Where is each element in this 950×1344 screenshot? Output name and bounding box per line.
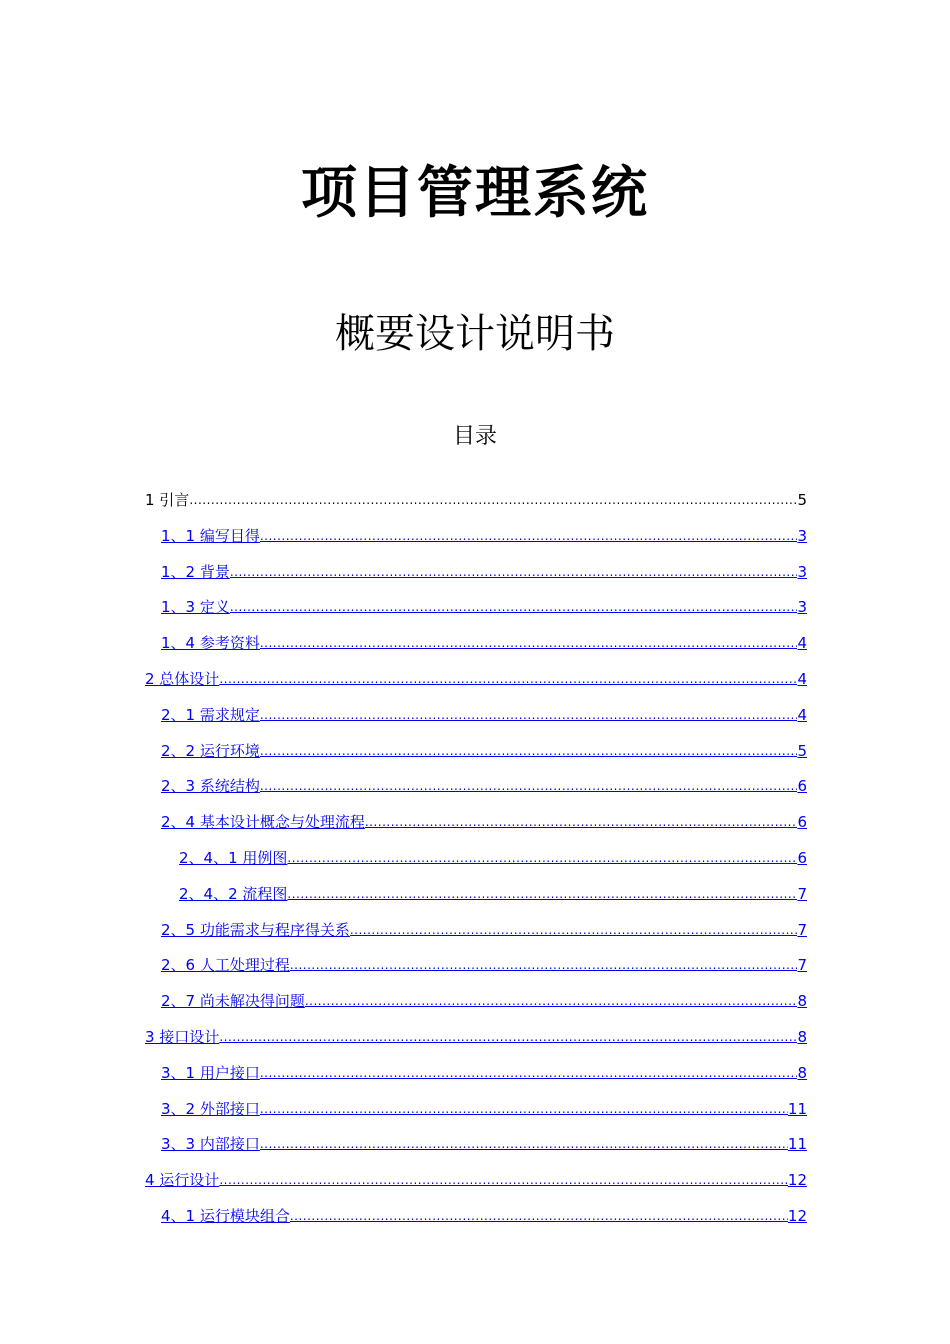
toc-entry-title: 2、4 基本设计概念与处理流程 [161, 813, 365, 832]
toc-entry-page-number: 6 [797, 813, 807, 832]
toc-dot-leader [260, 741, 798, 761]
toc-entry-title: 3 接口设计 [145, 1028, 220, 1046]
document-subtitle: 概要设计说明书 [335, 311, 615, 357]
toc-entry-page-number: 3 [797, 562, 807, 581]
toc-entry[interactable] [161, 593, 807, 617]
toc-entry-title: 2、7 尚未解决得问题 [161, 992, 305, 1011]
toc-entry-title: 3、1 用户接口 [161, 1063, 260, 1082]
toc-entry-title: 2、6 人工处理过程 [161, 956, 290, 975]
toc-entry[interactable] [145, 665, 807, 689]
toc-entry[interactable] [161, 522, 807, 546]
toc-entry-title: 2、4、1 用例图 [179, 849, 288, 867]
toc-entry[interactable] [145, 1023, 807, 1047]
toc-entry-title: 1、3 定义 [161, 598, 230, 617]
toc-entry-page-number: 8 [797, 1063, 807, 1082]
toc-entry-title: 2、2 运行环境 [161, 741, 260, 760]
toc-entry-title: 3、2 外部接口 [161, 1099, 260, 1118]
toc-entry-page-number: 11 [787, 1135, 807, 1154]
toc-dot-leader [350, 920, 798, 940]
toc-entry[interactable] [161, 916, 807, 940]
toc-entry[interactable] [161, 987, 807, 1011]
toc-entry-title: 2、5 功能需求与程序得关系 [161, 920, 350, 939]
toc-entry-title: 1 引言 [145, 491, 190, 509]
toc-dot-leader [290, 1206, 788, 1226]
toc-entry-page-number: 3 [797, 526, 807, 545]
toc-entry[interactable] [145, 1166, 807, 1190]
toc-entry-title: 4、1 运行模块组合 [161, 1207, 290, 1225]
toc-entry-page-number: 6 [797, 777, 807, 796]
toc-dot-leader [287, 848, 797, 868]
toc-entry[interactable] [161, 701, 807, 725]
toc-entry-page-number: 8 [797, 1028, 807, 1046]
toc-dot-leader [260, 633, 798, 653]
toc-entry-title: 2 总体设计 [145, 670, 220, 688]
toc-entry-page-number: 8 [797, 992, 807, 1011]
toc-entry[interactable] [161, 772, 807, 796]
toc-dot-leader [290, 955, 798, 975]
toc-dot-leader [260, 776, 798, 796]
toc-entry-page-number: 12 [787, 1207, 807, 1225]
toc-dot-leader [287, 884, 797, 904]
toc-entry-title: 1、1 编写目得 [161, 526, 260, 545]
toc-dot-leader [189, 490, 797, 510]
toc-entry-title: 1、4 参考资料 [161, 634, 260, 653]
toc-dot-leader [219, 1170, 788, 1190]
toc-entry[interactable] [161, 951, 807, 975]
toc-entry[interactable] [179, 844, 807, 868]
toc-entry-page-number: 11 [787, 1099, 807, 1118]
toc-dot-leader [219, 1027, 797, 1047]
toc-entry-page-number: 7 [797, 956, 807, 975]
toc-entry-title: 4 运行设计 [145, 1171, 220, 1190]
toc-entry-page-number: 4 [797, 705, 807, 724]
toc-entry [145, 486, 807, 510]
toc-entry-page-number: 5 [797, 491, 807, 509]
toc-entry-title: 1、2 背景 [161, 562, 230, 581]
toc-entry[interactable] [161, 558, 807, 582]
toc-dot-leader [365, 812, 798, 832]
toc-entry[interactable] [161, 1095, 807, 1119]
toc-dot-leader [260, 1099, 788, 1119]
toc-entry-page-number: 4 [797, 634, 807, 653]
toc-dot-leader [260, 1063, 798, 1083]
toc-entry-title: 3、3 内部接口 [161, 1135, 260, 1154]
toc-dot-leader [260, 705, 798, 725]
toc-entry-page-number: 3 [797, 598, 807, 617]
toc-entry[interactable] [161, 629, 807, 653]
toc-entry-title: 2、3 系统结构 [161, 777, 260, 796]
toc-entry[interactable] [161, 1130, 807, 1154]
toc-dot-leader [230, 562, 798, 582]
toc-entry-page-number: 6 [797, 849, 807, 867]
toc-entry[interactable] [161, 1059, 807, 1083]
toc-dot-leader [230, 597, 798, 617]
toc-entry-title: 2、4、2 流程图 [179, 884, 288, 903]
toc-entry-page-number: 4 [797, 670, 807, 688]
toc-dot-leader [219, 669, 797, 689]
toc-dot-leader [260, 1134, 788, 1154]
toc-entry[interactable] [161, 737, 807, 761]
toc-entry[interactable] [161, 1202, 807, 1226]
document-title: 项目管理系统 [301, 161, 649, 226]
toc-entry[interactable] [161, 808, 807, 832]
toc-entry-page-number: 7 [797, 920, 807, 939]
toc-entry-page-number: 12 [787, 1171, 807, 1190]
toc-dot-leader [260, 526, 798, 546]
toc-entry-page-number: 7 [797, 884, 807, 903]
toc-entry[interactable] [179, 880, 807, 904]
toc-heading: 目录 [452, 424, 497, 449]
toc-entry-page-number: 5 [797, 741, 807, 760]
toc-entry-title: 2、1 需求规定 [161, 705, 260, 724]
toc-dot-leader [305, 991, 798, 1011]
